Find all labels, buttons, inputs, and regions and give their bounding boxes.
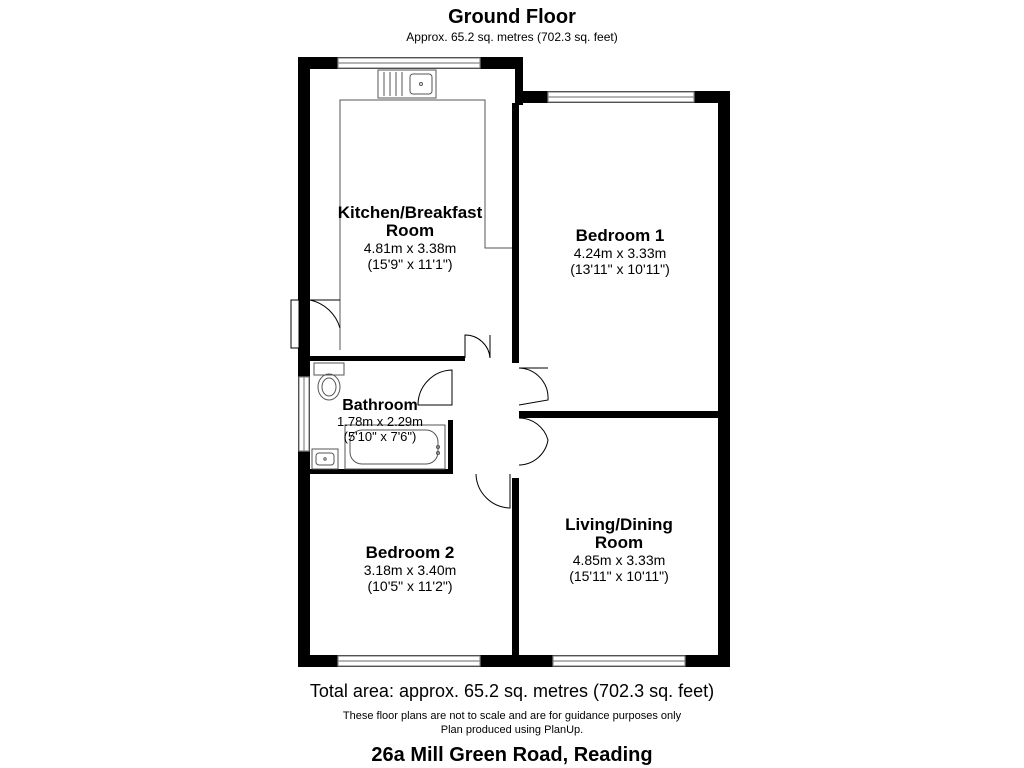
- room-name: Kitchen/Breakfast: [337, 203, 483, 222]
- room-name: Room: [594, 532, 644, 552]
- floor-area-subtitle: Approx. 65.2 sq. metres (702.3 sq. feet): [406, 30, 618, 44]
- wall-west: [298, 57, 310, 667]
- room-dimensions-imperial: (10'5" x 11'2"): [367, 577, 453, 594]
- page-title: Ground Floor: [448, 6, 576, 28]
- disclaimer: These floor plans are not to scale and are for guidance purposes only: [342, 710, 682, 722]
- room-name: Bedroom 2: [365, 543, 455, 562]
- room-label-bedroom1: [520, 227, 720, 277]
- wall-kitchen-bathroom: [310, 356, 465, 361]
- room-label-living: [519, 516, 719, 584]
- wall-bedroom1-living: [519, 411, 718, 418]
- room-dimensions-metric: 3.18m x 3.40m: [363, 561, 457, 578]
- wall-east: [718, 91, 730, 667]
- room-dimensions-imperial: (15'9" x 11'1"): [367, 255, 453, 272]
- basin-icon: [312, 449, 338, 469]
- wall-bathroom-bedroom2: [310, 469, 453, 474]
- wall-bedroom2-living: [512, 478, 519, 655]
- room-label-bathroom: [310, 398, 450, 445]
- room-label-kitchen: [305, 204, 515, 272]
- property-address: 26a Mill Green Road, Reading: [371, 744, 653, 766]
- toilet-icon: [314, 363, 344, 400]
- room-dimensions-imperial: (15'11" x 10'11"): [569, 567, 669, 584]
- room-dimensions-imperial: (13'11" x 10'11"): [570, 260, 670, 277]
- room-name: Room: [385, 220, 435, 240]
- room-dimensions-metric: 4.85m x 3.33m: [572, 551, 666, 568]
- room-name: Bathroom: [342, 397, 418, 414]
- total-area: Total area: approx. 65.2 sq. metres (702.3 sq. feet): [309, 681, 715, 701]
- sink-icon: [378, 70, 436, 98]
- room-dimensions-metric: 4.81m x 3.38m: [363, 239, 457, 256]
- produced-by: Plan produced using PlanUp.: [440, 724, 584, 736]
- room-dimensions-metric: 4.24m x 3.33m: [573, 244, 667, 261]
- room-name: Bedroom 1: [575, 226, 665, 245]
- room-dimensions-metric: 1.78m x 2.29m: [337, 413, 423, 429]
- room-name: Living/Dining: [565, 515, 673, 534]
- room-dimensions-imperial: (5'10" x 7'6"): [343, 428, 417, 444]
- room-label-bedroom2: [310, 544, 510, 594]
